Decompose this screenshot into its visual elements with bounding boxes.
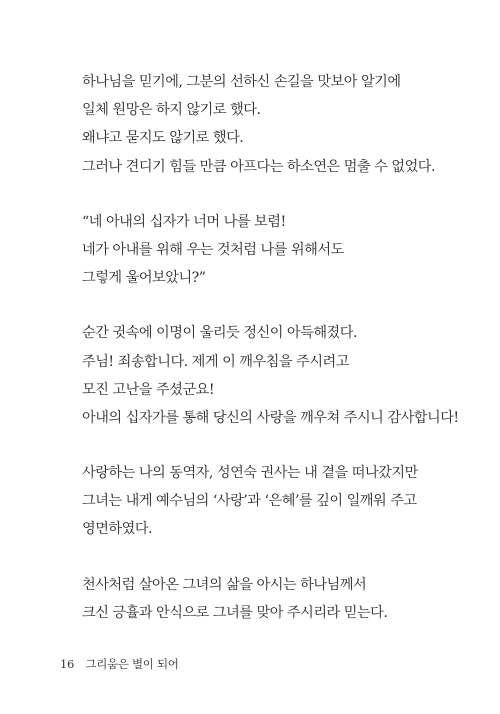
text-line: 모진 고난을 주셨군요!	[82, 381, 215, 398]
stanza-5	[82, 571, 482, 627]
stanza-1	[82, 68, 482, 181]
text-line: 영면하였다.	[82, 521, 153, 538]
text-line: 사랑하는 나의 동역자, 성연숙 권사는 내 곁을 떠나갔지만	[82, 465, 418, 482]
text-line: 순간 귓속에 이명이 울리듯 정신이 아득해졌다.	[82, 325, 357, 342]
text-line: 그러나 견디기 힘들 만큼 아프다는 하소연은 멈출 수 없었다.	[82, 158, 436, 175]
text-line: 크신 긍휼과 안식으로 그녀를 맞아 주시리라 믿는다.	[82, 604, 388, 621]
stanza-3	[82, 319, 482, 432]
text-line: 그렇게 울어보았니?”	[82, 270, 206, 287]
body-text	[82, 68, 482, 627]
text-line: 하나님을 믿기에, 그분의 선하신 손길을 맛보아 알기에	[82, 74, 401, 90]
text-line: 네가 아내를 위해 우는 것처럼 나를 위해서도	[82, 241, 344, 258]
text-line: “네 아내의 십자가 너머 나를 보렴!	[82, 213, 286, 230]
page-number: 16	[60, 657, 75, 671]
text-line: 일체 원망은 하지 않기로 했다.	[82, 102, 261, 119]
book-title: 그리움은 별이 되어	[85, 657, 179, 671]
text-line: 천사처럼 살아온 그녀의 삶을 아시는 하나님께서	[82, 576, 367, 593]
stanza-4	[82, 459, 482, 544]
text-line: 아내의 십자가를 통해 당신의 사랑을 깨우쳐 주시니 감사합니다!	[82, 409, 459, 426]
page-footer	[60, 656, 179, 672]
stanza-2	[82, 208, 482, 293]
text-line: 왜냐고 묻지도 않기로 했다.	[82, 130, 244, 147]
text-line: 주님! 죄송합니다. 제게 이 깨우침을 주시려고	[82, 353, 349, 370]
text-line: 그녀는 내게 예수님의 ‘사랑’과 ‘은혜’를 깊이 일깨워 주고	[82, 493, 417, 510]
